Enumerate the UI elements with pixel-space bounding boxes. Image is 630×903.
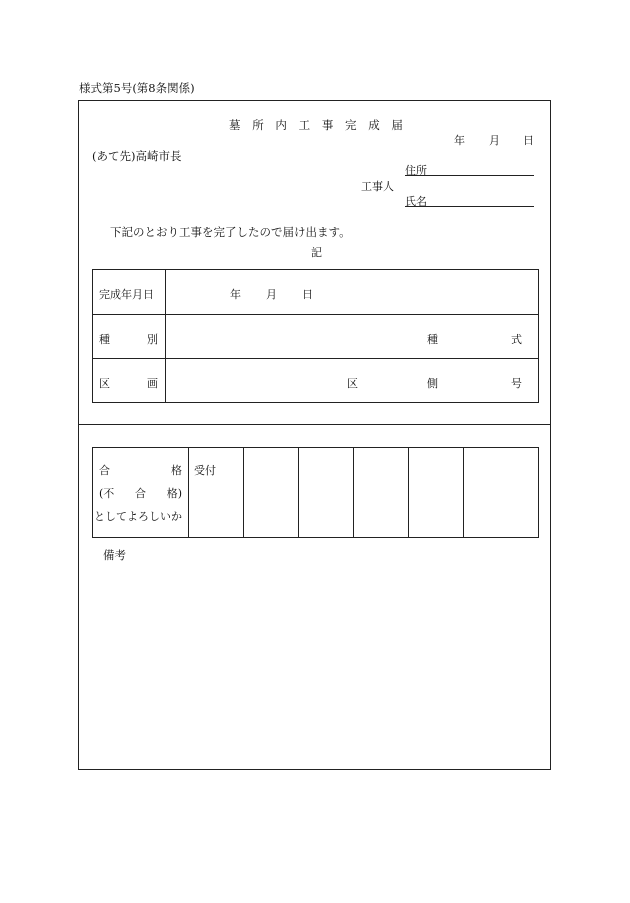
address-label: 住所 [405,164,427,177]
completion-month: 月 [266,288,277,301]
table-divider [93,358,538,359]
section-divider [78,424,551,425]
fail-label-char: (不 [99,487,115,500]
table-divider [243,448,244,537]
completion-date-label: 完成年月日 [99,288,154,301]
style-label-char: 式 [511,333,522,346]
form-number: 様式第5号(第8条関係) [79,81,195,95]
type-label-char: 別 [147,333,158,346]
completion-year: 年 [230,288,241,301]
pass-label-char: 格 [171,464,182,477]
style-label [427,331,522,347]
title-char: 所 [252,118,264,132]
question-text: としてよろしいか [94,510,182,523]
addressee: (あて先)高崎市長 [92,149,182,163]
contractor-label: 工事人 [361,180,394,193]
type-label [99,331,158,347]
table-divider [463,448,464,537]
approval-table [92,447,539,538]
plot-label-char: 画 [147,377,158,390]
title-char: 工 [298,118,311,132]
title-char: 事 [321,118,334,132]
plot-ku: 区 [347,377,358,390]
plot-gawa: 側 [427,377,438,390]
ki-mark: 記 [311,246,322,259]
title-char: 完 [345,118,357,132]
fail-label [99,485,182,501]
form-frame [78,100,551,770]
fail-label-char: 格) [166,487,182,500]
table-divider [353,448,354,537]
date-day: 日 [523,134,534,147]
pass-label-char: 合 [99,464,110,477]
address-underline [405,175,534,176]
name-underline [405,206,534,207]
table-divider [165,270,166,402]
statement: 下記のとおり工事を完了したので届け出ます。 [110,225,351,239]
date-month: 月 [489,134,500,147]
completion-day: 日 [302,288,313,301]
form-title [229,117,403,133]
style-label-char: 種 [427,333,438,346]
pass-label [99,462,182,478]
plot-go: 号 [511,377,522,390]
title-char: 墓 [229,118,241,132]
date-year: 年 [454,134,465,147]
table-divider [298,448,299,537]
table-divider [408,448,409,537]
table-divider [93,314,538,315]
fail-label-char: 合 [135,487,146,500]
remarks-label: 備考 [103,548,126,562]
type-label-char: 種 [99,333,110,346]
name-label: 氏名 [405,195,427,208]
plot-label-char: 区 [99,377,110,390]
completion-table [92,269,539,403]
received-label: 受付 [194,464,216,477]
title-char: 内 [275,118,287,132]
table-divider [188,448,189,537]
plot-label [99,375,158,391]
title-char: 成 [368,118,380,132]
title-char: 届 [391,118,403,132]
